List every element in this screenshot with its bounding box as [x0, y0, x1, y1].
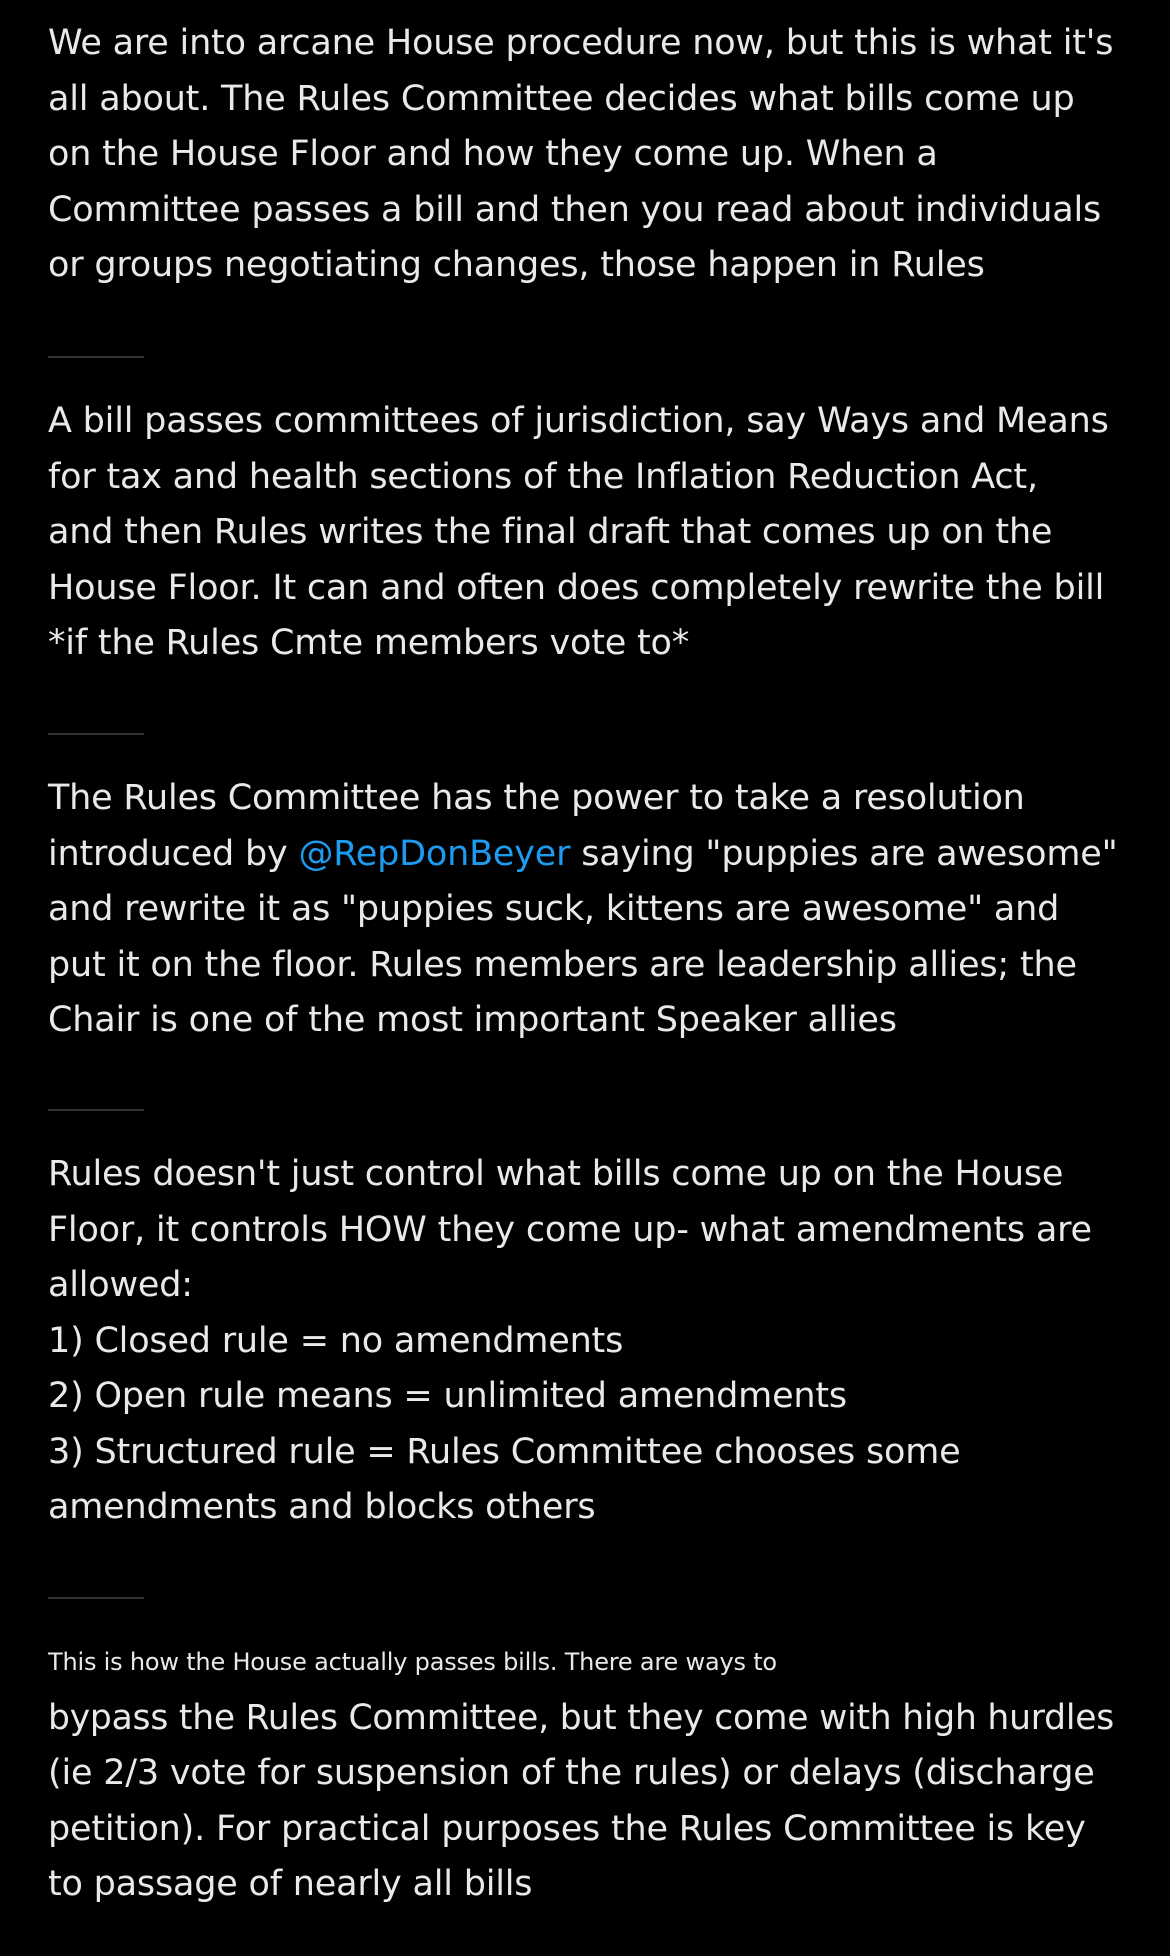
tweet-4-line: Floor, it controls HOW they come up- what amendments are [48, 1209, 1092, 1250]
thread-divider [48, 1109, 144, 1111]
thread-divider [48, 1597, 144, 1599]
tweet-3-line: and rewrite it as "puppies suck, kittens are awesome" and [48, 889, 1060, 929]
tweet-text-2 [48, 394, 1109, 672]
tweet-4-list-item: 2) Open rule means = unlimited amendments [48, 1376, 847, 1416]
tweet-1-line: or groups negotiating changes, those happen in Rules [48, 245, 985, 285]
tweet-1-line: We are into arcane House procedure now, but this is what it's [48, 23, 1114, 63]
tweet-5-line: to passage of nearly all bills [48, 1864, 533, 1904]
tweet-4-list-item: 1) Closed rule = no amendments [48, 1320, 624, 1361]
tweet-3-line-with-mention [48, 827, 1118, 883]
tweet-1-line: all about. The Rules Committee decides what bills come up [48, 78, 1075, 119]
tweet-text-4 [48, 1147, 1092, 1536]
thread-divider [48, 733, 144, 735]
tweet-3-line: The Rules Committee has the power to take a resolution [48, 778, 1025, 818]
tweet-3-line: Chair is one of the most important Speaker allies [48, 1000, 897, 1040]
tweet-1-line: on the House Floor and how they come up. When a [48, 134, 938, 174]
tweet-5-line: petition). For practical purposes the Rules Committee is key [48, 1808, 1086, 1849]
tweet-4-line: amendments and blocks others [48, 1487, 596, 1527]
tweet-5-line: bypass the Rules Committee, but they come with high hurdles [48, 1697, 1115, 1738]
tweet-3-line: put it on the floor. Rules members are leadership allies; the [48, 944, 1077, 985]
tweet-2-line: and then Rules writes the final draft that comes up on the [48, 512, 1053, 552]
tweet-3-text-before-mention: introduced by [48, 833, 299, 874]
tweet-4-line: allowed: [48, 1265, 193, 1305]
tweet-2-line: A bill passes committees of jurisdiction, say Ways and Means [48, 401, 1109, 441]
tweet-4-line: Rules doesn't just control what bills come up on the House [48, 1154, 1064, 1194]
tweet-4-list-item: 3) Structured rule = Rules Committee chooses some [48, 1431, 961, 1472]
tweet-5-line: (ie 2/3 vote for suspension of the rules) or delays (discharge [48, 1753, 1095, 1793]
tweet-5-line: This is how the House actually passes bills. There are ways to [48, 1648, 777, 1676]
tweet-text-3 [48, 771, 1118, 1049]
tweet-text-5 [48, 1635, 1114, 1913]
mention-link-repdonbeyer[interactable]: @RepDonBeyer [298, 833, 571, 874]
tweet-1-line: Committee passes a bill and then you read about individuals [48, 189, 1102, 230]
tweet-2-line: *if the Rules Cmte members vote to* [48, 623, 690, 663]
tweet-text-1 [48, 16, 1113, 294]
thread-divider [48, 356, 144, 358]
tweet-3-text-after-mention: saying "puppies are awesome" [570, 833, 1118, 874]
tweet-2-line: for tax and health sections of the Inflation Reduction Act, [48, 456, 1038, 497]
tweet-2-line: House Floor. It can and often does completely rewrite the bill [48, 567, 1105, 608]
